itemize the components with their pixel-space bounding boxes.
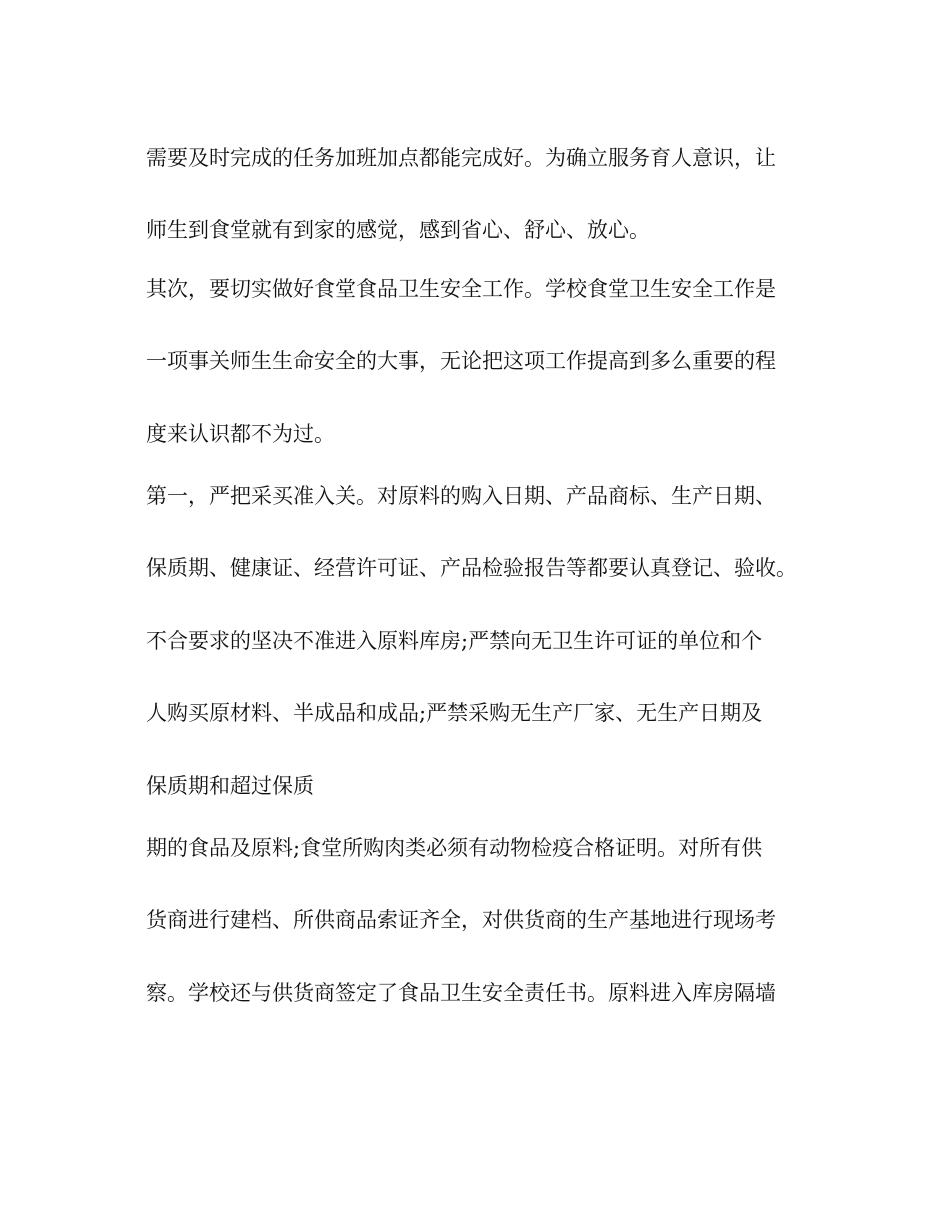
text-line: 货商进行建档、所供商品索证齐全，对供货商的生产基地进行现场考 bbox=[146, 908, 776, 932]
text-line: 保质期和超过保质 bbox=[146, 774, 314, 798]
text-line: 师生到食堂就有到家的感觉，感到省心、舒心、放心。 bbox=[146, 218, 650, 242]
text-line: 人购买原材料、半成品和成品;严禁采购无生产厂家、无生产日期及 bbox=[146, 701, 763, 725]
text-line: 保质期、健康证、经营许可证、产品检验报告等都要认真登记、验收。 bbox=[146, 556, 797, 580]
text-line: 其次，要切实做好食堂食品卫生安全工作。学校食堂卫生安全工作是 bbox=[146, 277, 776, 301]
text-line: 第一，严把采买准入关。对原料的购入日期、产品商标、生产日期、 bbox=[146, 484, 776, 508]
text-line: 一项事关师生生命安全的大事，无论把这项工作提高到多么重要的程 bbox=[146, 349, 776, 373]
text-line: 需要及时完成的任务加班加点都能完成好。为确立服务育人意识，让 bbox=[146, 146, 776, 170]
text-line: 察。学校还与供货商签定了食品卫生安全责任书。原料进入库房隔墙 bbox=[146, 981, 776, 1005]
text-line: 不合要求的坚决不准进入原料库房;严禁向无卫生许可证的单位和个 bbox=[146, 629, 763, 653]
text-line: 度来认识都不为过。 bbox=[146, 422, 335, 446]
text-line: 期的食品及原料;食堂所购肉类必须有动物检疫合格证明。对所有供 bbox=[146, 836, 763, 860]
